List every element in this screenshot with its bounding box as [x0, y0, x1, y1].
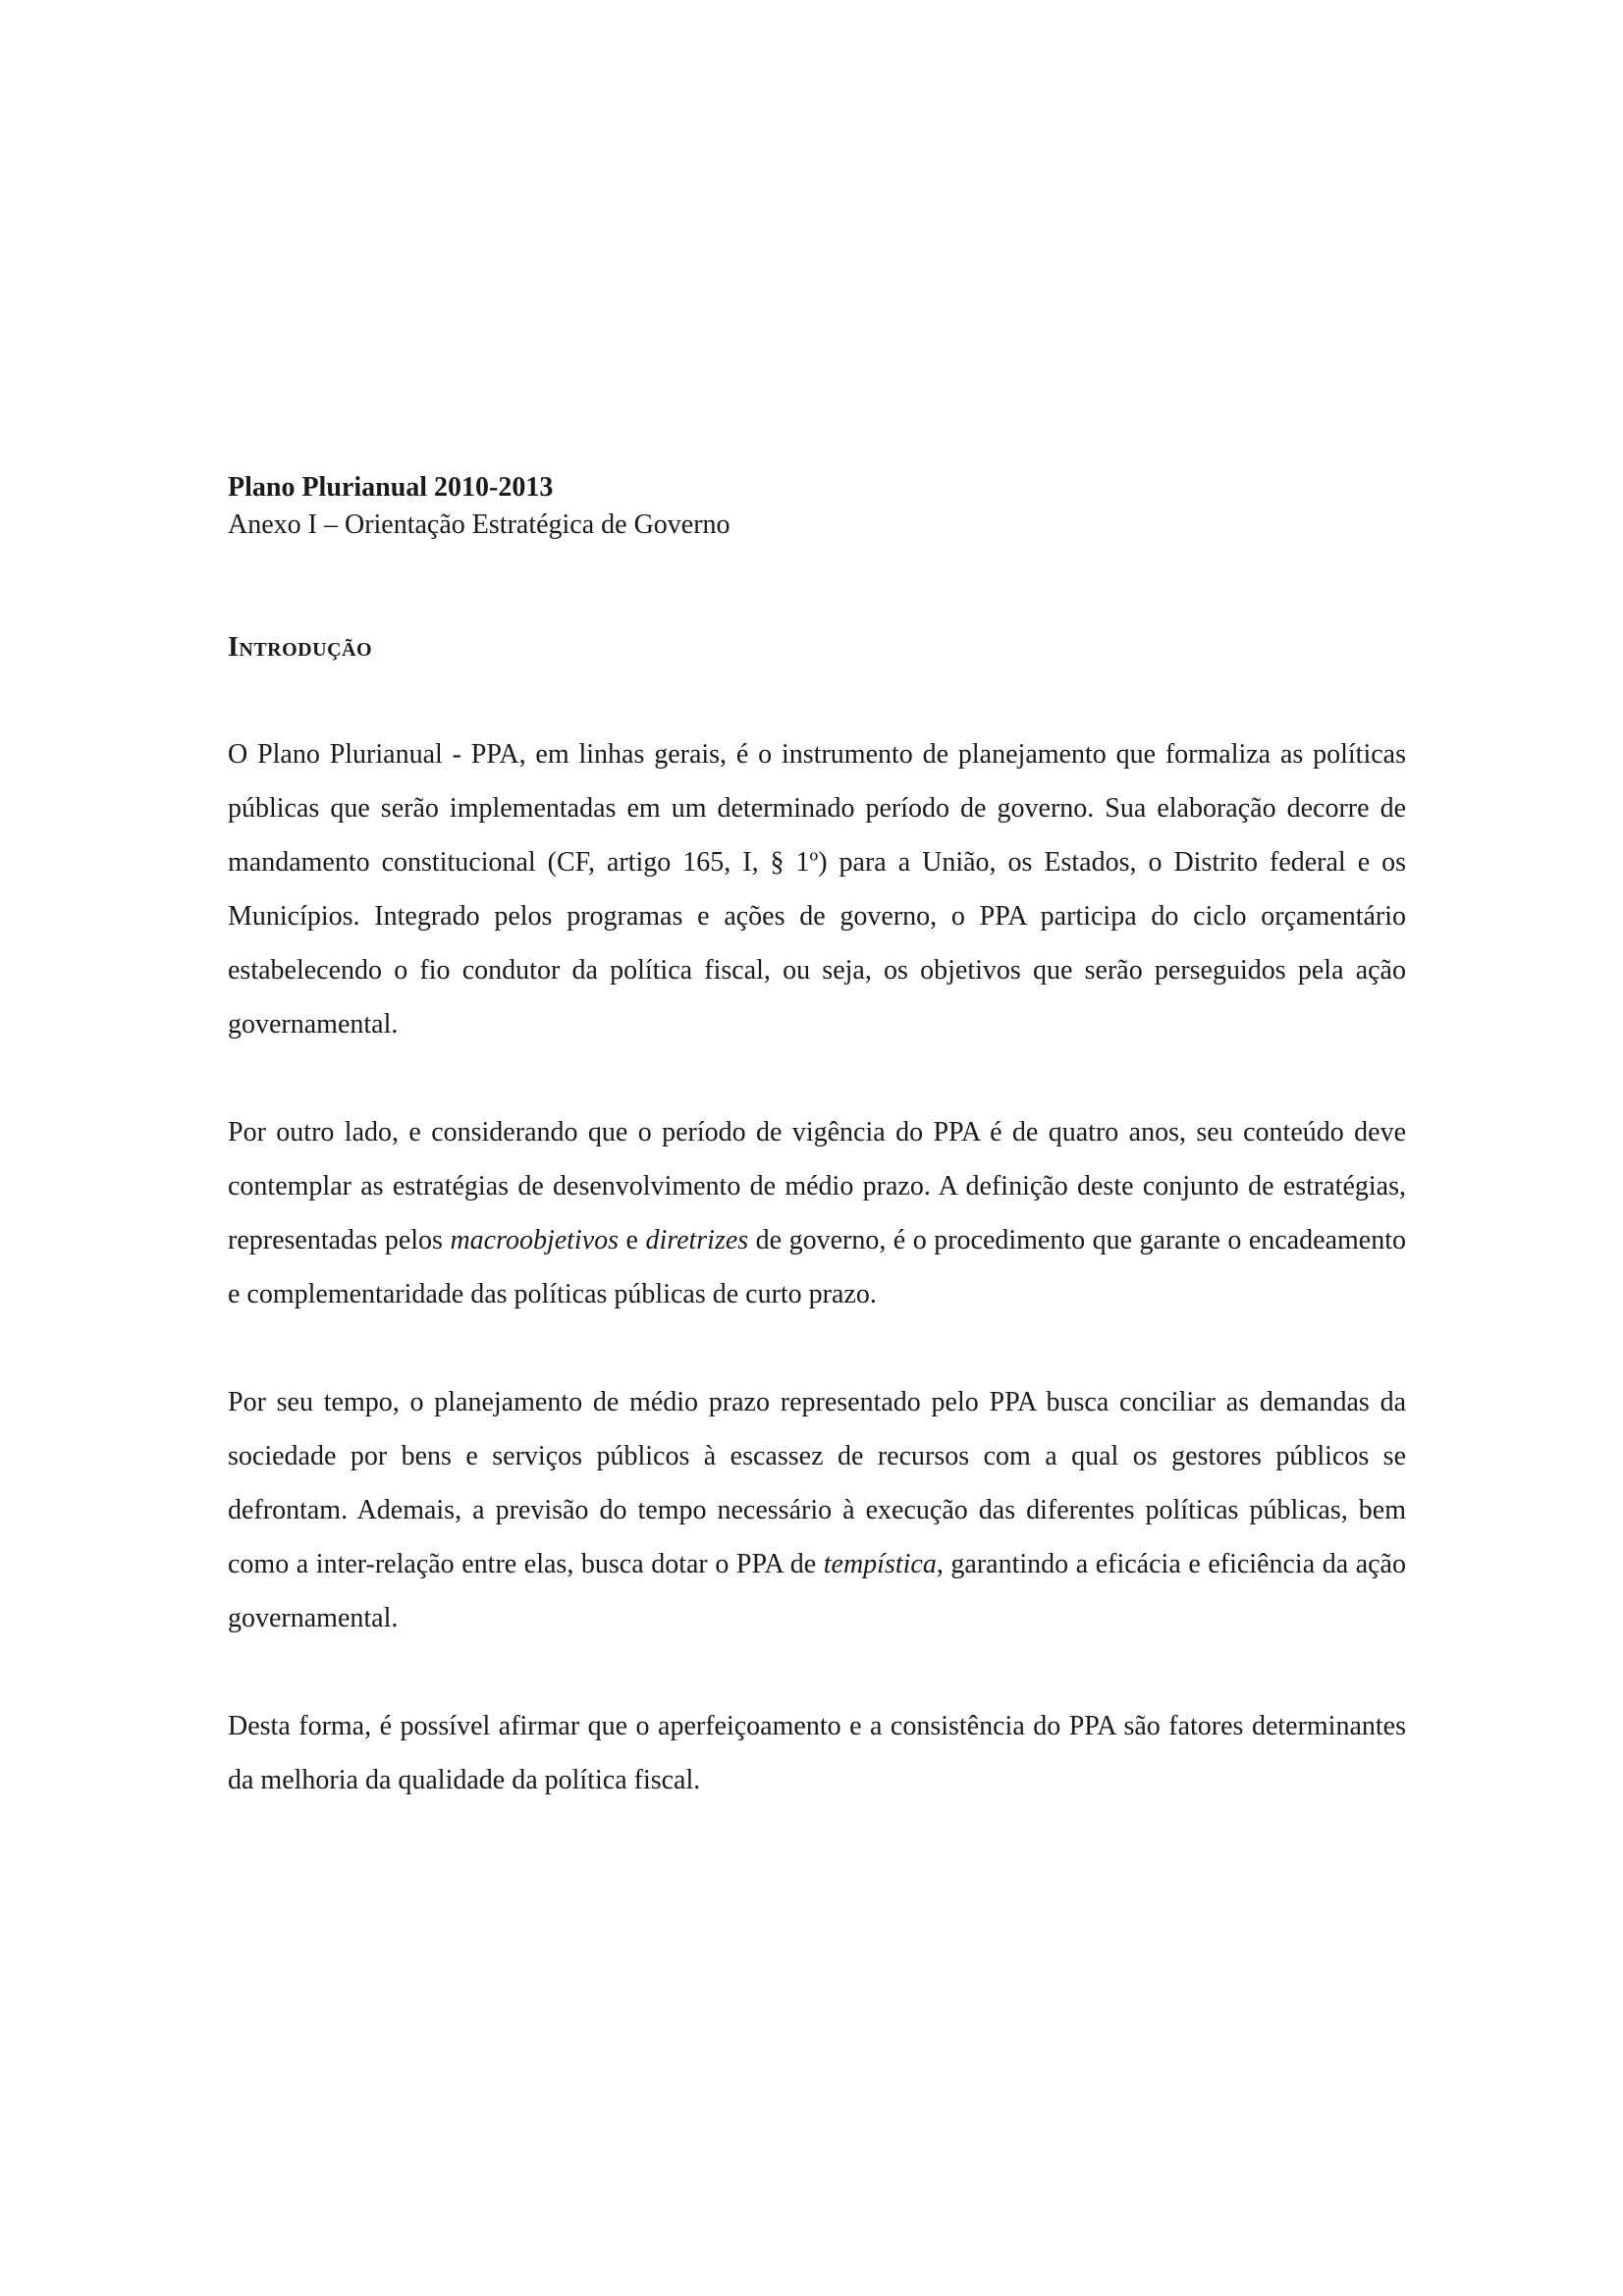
paragraph-1: O Plano Plurianual - PPA, em linhas gerais, é o instrumento de planejamento que formaliza as políticas públicas que serão implementadas em um determinado período de governo. Sua elaboração decorre de mandamento constitucional (CF, artigo 165, I, § 1º) para a União, os Estados, o Distrito federal e os Municípios. Integrado pelos programas e ações de governo, o PPA participa do ciclo orçamentário estabelecendo o fio condutor da política fiscal, ou seja, os objetivos que serão perseguidos pela ação governamental.	[228, 739, 1406, 1040]
paragraph-3-text-a: Por seu tempo, o planejamento de médio prazo representado pelo PPA busca conciliar as demandas da sociedade por bens e serviços públicos à escassez de recursos com a qual os gestores públicos se defrontam. Ademais, a previsão do tempo necessário à execução das diferentes políticas públicas, bem como a inter-relação entre elas, busca dotar o PPA de	[228, 1387, 1406, 1579]
paragraph-2-text-b: e	[619, 1225, 646, 1255]
term-tempistica: tempística	[823, 1549, 937, 1579]
paragraph-2-text-c: de governo, é o procedimento que garante o encadeamento e complementaridade das políticas públicas de curto prazo.	[228, 1225, 1406, 1309]
paragraph-2-text-a: Por outro lado, e considerando que o período de vigência do PPA é de quatro anos, seu conteúdo deve contemplar as estratégias de desenvolvimento de médio prazo. A definição deste conjunto de estratégias, representadas pelos	[228, 1117, 1406, 1255]
term-diretrizes: diretrizes	[645, 1225, 749, 1255]
term-macroobjetivos: macroobjetivos	[450, 1225, 620, 1255]
document-title: Plano Plurianual 2010-2013	[228, 472, 554, 503]
paragraph-4: Desta forma, é possível afirmar que o aperfeiçoamento e a consistência do PPA são fatores determinantes da melhoria da qualidade da política fiscal.	[228, 1711, 1406, 1795]
paragraph-3	[228, 1375, 1406, 1645]
page-content	[228, 469, 1406, 1807]
document-subtitle: Anexo I – Orientação Estratégica de Governo	[228, 509, 730, 540]
paragraph-3-text-b: , garantindo a eficácia e eficiência da ação governamental.	[228, 1549, 1406, 1633]
section-heading: Introdução	[228, 632, 373, 663]
paragraph-2	[228, 1105, 1406, 1321]
